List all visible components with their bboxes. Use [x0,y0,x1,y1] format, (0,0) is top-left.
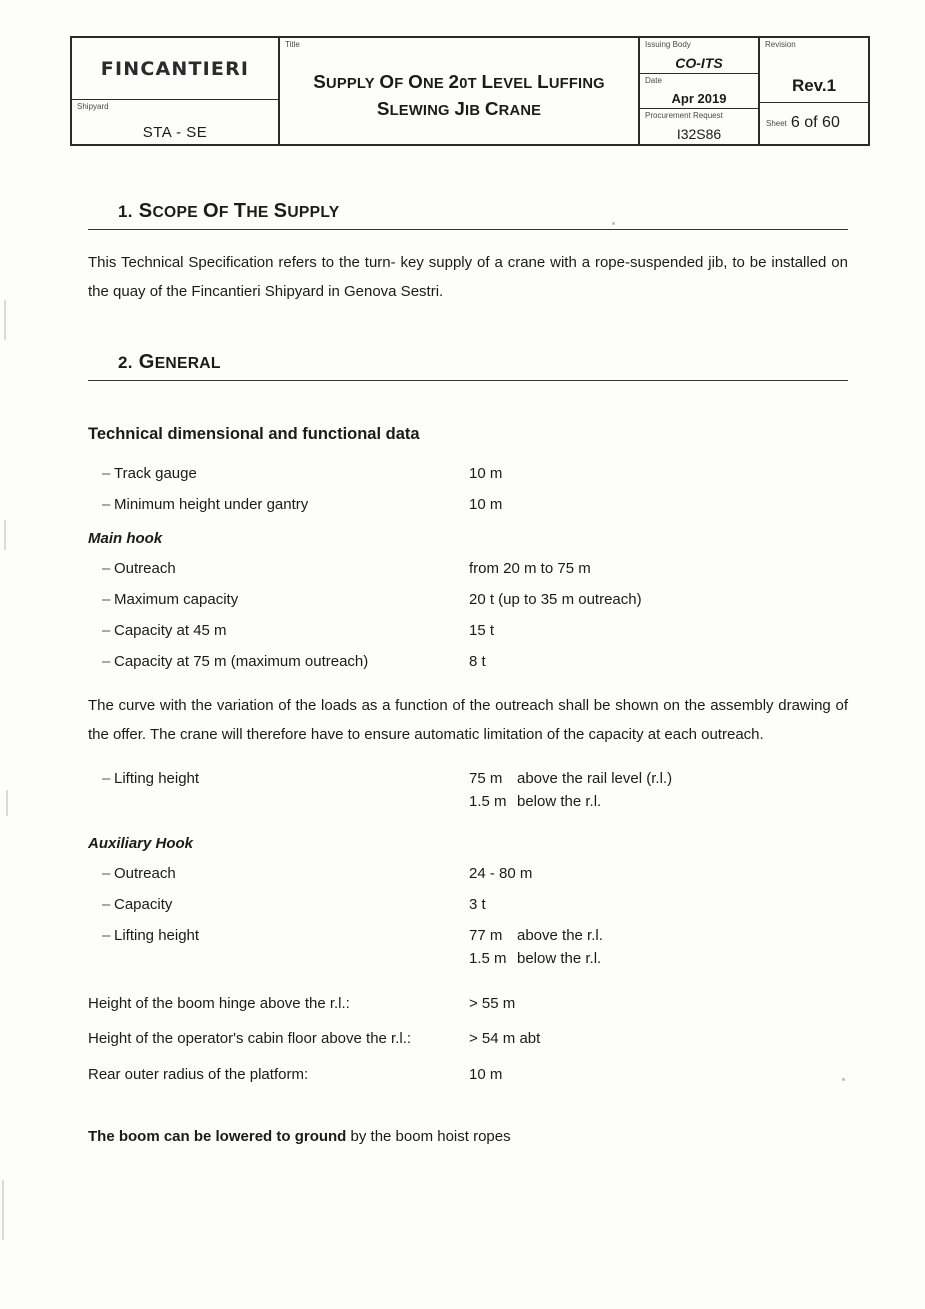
list-item [88,553,848,584]
document-title-line1: SUPPLY OF ONE 20T LEVEL LUFFING [313,70,605,92]
header-title-cell [280,38,640,144]
subsection-heading-technical-data: Technical dimensional and functional data [88,424,420,443]
lifting-height-text-1: above the rail level (r.l.) [517,770,673,787]
dimension-value: > 55 m [469,995,516,1012]
list-item [88,920,848,974]
header-logo-cell [72,38,280,144]
section-title-general: GENERAL [138,350,221,373]
list-item [88,646,848,677]
date-value: Apr 2019 [671,91,727,107]
section-rule-scope [88,229,848,230]
sheet-value: 6 of 60 [790,114,840,132]
scan-artifact [4,520,6,550]
aux-lifting-height-value-1: 77 m [469,927,503,944]
spec-value: 10 m [469,464,503,482]
issuing-body-label: Issuing Body [645,40,691,49]
issuing-body-row [640,38,758,74]
revision-label: Revision [765,40,796,49]
list-item [88,615,848,646]
header-issuing-cell [640,38,760,144]
spec-label: Outreach [114,865,176,882]
group-heading-main-hook: Main hook [88,529,163,547]
scan-artifact [4,300,6,340]
dimension-label: Height of the operator's cabin floor above the r.l.: [88,1030,412,1048]
closing-statement-rest: by the boom hoist ropes [346,1127,511,1145]
procurement-label: Procurement Request [645,111,723,121]
dimension-lines [88,986,848,1092]
document-title-line2: SLEWING JIB CRANE [376,98,542,119]
spec-label: Capacity [114,896,173,913]
sheet-label: Sheet [766,118,787,128]
spec-label: Capacity at 75 m (maximum outreach) [114,652,369,670]
header-shipyard-cell [72,99,278,144]
spec-label: Capacity at 45 m [114,621,227,639]
spec-list-main-hook [88,553,848,677]
list-item [88,489,848,520]
spec-label: Lifting height [114,927,200,944]
main-hook-note: The curve with the variation of the loads as a function of the outreach shall be shown on the assembly drawing of the offer. The crane will therefore have to ensure automatic limitation of the capacity at each outreach. [88,696,848,743]
issuing-body-value: CO-ITS [675,54,723,71]
dimension-row [88,1021,848,1056]
dash-bullet-icon: – [102,896,111,913]
dimension-label: Height of the boom hinge above the r.l.: [88,995,350,1012]
procurement-value: I32S86 [676,126,722,143]
section-number-general: 2. [118,352,133,372]
dash-bullet-icon: – [102,464,111,482]
aux-lifting-height-text-2: below the r.l. [517,950,602,967]
lifting-height-line-2 [469,791,848,812]
list-item [88,858,848,889]
list-item [88,584,848,615]
spec-value: 20 t (up to 35 m outreach) [469,590,642,608]
spec-label: Maximum capacity [114,590,239,608]
scan-artifact [2,1180,4,1240]
spec-value: 3 t [469,896,486,913]
dimension-row [88,1057,848,1092]
aux-lifting-height-value-2: 1.5 m [469,950,507,967]
revision-row [760,38,868,103]
dash-bullet-icon: – [102,927,111,944]
lifting-height-text-2: below the r.l. [517,793,602,810]
spec-label: Lifting height [114,770,200,787]
dash-bullet-icon: – [102,770,111,787]
spec-value: 10 m [469,495,503,513]
section-rule-general [88,380,848,381]
dimension-value: 10 m [469,1065,503,1083]
shipyard-label: Shipyard [77,102,109,112]
list-item [88,763,848,817]
scan-artifact [6,790,8,816]
lifting-height-value-2: 1.5 m [469,793,507,810]
spec-list-top [88,458,848,520]
spec-label: Minimum height under gantry [114,495,309,513]
date-label: Date [645,75,662,85]
dash-bullet-icon: – [102,621,111,639]
company-logo-text: FINCANTIERI [100,57,250,80]
spec-value [469,768,848,812]
spec-value: 15 t [469,621,495,639]
dash-bullet-icon: – [102,559,111,577]
section-number-scope: 1. [118,202,133,221]
dash-bullet-icon: – [102,590,111,608]
aux-lifting-height-line-2 [469,948,848,969]
spec-list-auxiliary-hook [88,858,848,974]
section-heading-general [88,351,848,380]
revision-value: Rev.1 [791,75,837,95]
dimension-value: > 54 m abt [469,1030,541,1048]
spec-value: from 20 m to 75 m [469,559,591,577]
closing-statement-bold: The boom can be lowered to ground [88,1127,347,1145]
list-item [88,889,848,920]
spec-value: 8 t [469,652,486,670]
dash-bullet-icon: – [102,495,111,513]
header-revision-cell [760,38,868,144]
spec-label: Outreach [114,559,176,577]
spec-value [469,925,848,969]
date-row [640,74,758,110]
spec-value: 24 - 80 m [469,865,533,882]
scope-paragraph: This Technical Specification refers to the turn- key supply of a crane with a rope-suspended jib, to be installed on the quay of the Fincantieri Shipyard in Genova Sestri. [88,254,848,301]
dimension-row [88,986,848,1021]
dash-bullet-icon: – [102,652,111,670]
section-heading-scope [88,200,848,229]
dash-bullet-icon: – [102,865,111,882]
group-heading-auxiliary-hook: Auxiliary Hook [88,835,194,852]
dimension-label: Rear outer radius of the platform: [88,1065,309,1083]
title-label: Title [285,40,300,49]
shipyard-value: STA - SE [142,124,208,141]
document-body [88,200,848,1145]
list-item [88,458,848,489]
procurement-row [640,109,758,144]
company-logo [72,38,278,99]
section-title-scope: SCOPE OF THE SUPPLY [138,200,340,222]
spec-list-main-lifting-height [88,763,848,817]
aux-lifting-height-text-1: above the r.l. [517,927,603,944]
spec-label: Track gauge [114,464,197,482]
document-header-table [70,36,870,146]
sheet-row [760,103,868,144]
lifting-height-value-1: 75 m [469,770,503,787]
closing-statement [88,1128,848,1145]
